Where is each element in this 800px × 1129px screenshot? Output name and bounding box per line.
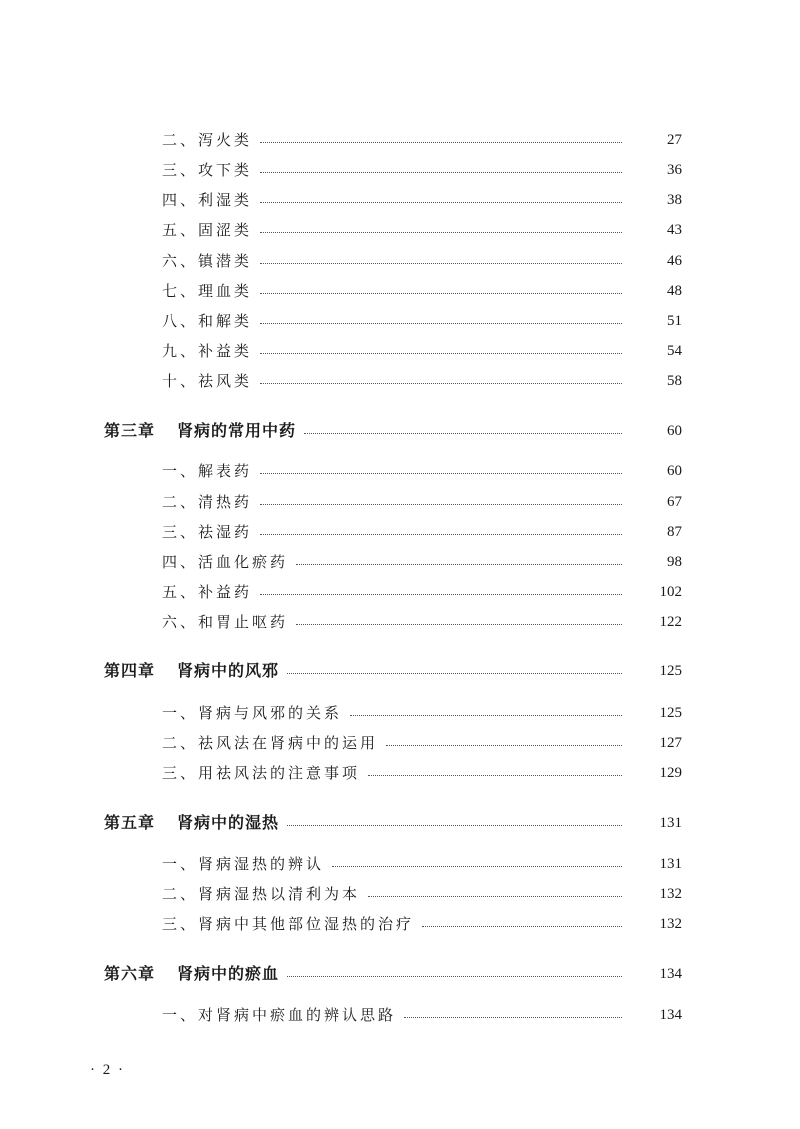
toc-page-number: 134: [659, 966, 682, 982]
section-title: 一、对肾病中瘀血的辨认思路: [162, 1006, 397, 1024]
toc-page-number: 134: [659, 1007, 682, 1023]
section-title: 一、解表药: [162, 462, 253, 480]
toc-page-number: 129: [659, 765, 682, 781]
toc-page-number: 36: [667, 162, 682, 178]
toc-section-entry[interactable]: [0, 339, 800, 363]
toc-page-number: 87: [667, 524, 682, 540]
toc-page-number: 131: [659, 815, 682, 831]
toc-section-entry[interactable]: [0, 520, 800, 544]
toc-section-entry[interactable]: [0, 158, 800, 182]
toc-section-entry[interactable]: [0, 912, 800, 936]
dot-leader: [260, 142, 622, 143]
toc-page-number: 60: [667, 463, 682, 479]
dot-leader: [296, 624, 622, 625]
dot-leader: [304, 433, 622, 434]
chapter-number: 第四章: [104, 661, 156, 680]
chapter-title: [104, 811, 279, 835]
section-title: 五、固涩类: [162, 221, 253, 239]
chapter-title: [104, 419, 296, 443]
chapter-name: 肾病中的湿热: [177, 813, 280, 832]
section-title: 一、肾病湿热的辨认: [162, 855, 325, 873]
toc-section-entry[interactable]: [0, 731, 800, 755]
section-title: 九、补益类: [162, 342, 253, 360]
toc-chapter-entry[interactable]: [0, 419, 800, 443]
toc-page-number: 132: [659, 886, 682, 902]
dot-leader: [332, 866, 622, 867]
toc-page-number: 127: [659, 735, 682, 751]
toc-section-entry[interactable]: [0, 580, 800, 604]
toc-section-entry[interactable]: [0, 550, 800, 574]
toc-page-number: 122: [659, 614, 682, 630]
toc-section-entry[interactable]: [0, 128, 800, 152]
chapter-title: [104, 962, 279, 986]
toc-chapter-entry[interactable]: [0, 659, 800, 683]
toc-page-number: 131: [659, 856, 682, 872]
toc-page-number: 27: [667, 132, 682, 148]
dot-leader: [260, 353, 622, 354]
chapter-number: 第五章: [104, 813, 156, 832]
section-title: 四、利湿类: [162, 191, 253, 209]
toc-section-entry[interactable]: [0, 279, 800, 303]
toc-page-number: 43: [667, 222, 682, 238]
dot-leader: [287, 673, 622, 674]
section-title: 十、祛风类: [162, 372, 253, 390]
toc-chapter-entry[interactable]: [0, 962, 800, 986]
chapter-name: 肾病的常用中药: [177, 421, 297, 440]
toc-page-number: 132: [659, 916, 682, 932]
dot-leader: [260, 504, 622, 505]
toc-page-number: 58: [667, 373, 682, 389]
chapter-title: [104, 659, 279, 683]
chapter-number: 第三章: [104, 421, 156, 440]
dot-leader: [260, 202, 622, 203]
section-title: 八、和解类: [162, 312, 253, 330]
toc-page-number: 67: [667, 494, 682, 510]
page-number: · 2 ·: [90, 1062, 125, 1078]
section-title: 二、祛风法在肾病中的运用: [162, 734, 379, 752]
toc-page-number: 46: [667, 253, 682, 269]
dot-leader: [260, 293, 622, 294]
section-title: 三、肾病中其他部位湿热的治疗: [162, 915, 415, 933]
dot-leader: [287, 976, 622, 977]
toc-section-entry[interactable]: [0, 459, 800, 483]
dot-leader: [422, 926, 622, 927]
dot-leader: [260, 172, 622, 173]
dot-leader: [296, 564, 622, 565]
section-title: 二、泻火类: [162, 131, 253, 149]
toc-section-entry[interactable]: [0, 1003, 800, 1027]
section-title: 一、肾病与风邪的关系: [162, 704, 343, 722]
dot-leader: [260, 473, 622, 474]
toc-section-entry[interactable]: [0, 309, 800, 333]
dot-leader: [260, 534, 622, 535]
toc-section-entry[interactable]: [0, 852, 800, 876]
toc-page-number: 125: [659, 663, 682, 679]
dot-leader: [260, 594, 622, 595]
toc-section-entry[interactable]: [0, 761, 800, 785]
section-title: 七、理血类: [162, 282, 253, 300]
toc-page-number: 125: [659, 705, 682, 721]
toc-section-entry[interactable]: [0, 882, 800, 906]
toc-chapter-entry[interactable]: [0, 811, 800, 835]
chapter-number: 第六章: [104, 964, 156, 983]
toc-section-entry[interactable]: [0, 490, 800, 514]
section-title: 二、肾病湿热以清利为本: [162, 885, 361, 903]
toc-page-number: 51: [667, 313, 682, 329]
dot-leader: [350, 715, 622, 716]
toc-section-entry[interactable]: [0, 188, 800, 212]
dot-leader: [260, 383, 622, 384]
dot-leader: [368, 775, 622, 776]
section-title: 六、镇潜类: [162, 252, 253, 270]
toc-page-number: 98: [667, 554, 682, 570]
section-title: 三、攻下类: [162, 161, 253, 179]
chapter-name: 肾病中的瘀血: [177, 964, 280, 983]
dot-leader: [260, 232, 622, 233]
section-title: 二、清热药: [162, 493, 253, 511]
dot-leader: [368, 896, 622, 897]
section-title: 五、补益药: [162, 583, 253, 601]
dot-leader: [287, 825, 622, 826]
dot-leader: [386, 745, 622, 746]
toc-page-number: 102: [659, 584, 682, 600]
section-title: 六、和胃止呕药: [162, 613, 289, 631]
toc-page-number: 60: [667, 423, 682, 439]
chapter-name: 肾病中的风邪: [177, 661, 280, 680]
toc-page-number: 48: [667, 283, 682, 299]
dot-leader: [404, 1017, 622, 1018]
toc-section-entry[interactable]: [0, 701, 800, 725]
toc-section-entry[interactable]: [0, 218, 800, 242]
dot-leader: [260, 323, 622, 324]
section-title: 四、活血化瘀药: [162, 553, 289, 571]
toc-page-number: 54: [667, 343, 682, 359]
dot-leader: [260, 263, 622, 264]
toc-section-entry[interactable]: [0, 369, 800, 393]
toc-section-entry[interactable]: [0, 249, 800, 273]
section-title: 三、用祛风法的注意事项: [162, 764, 361, 782]
toc-page-number: 38: [667, 192, 682, 208]
section-title: 三、祛湿药: [162, 523, 253, 541]
toc-section-entry[interactable]: [0, 610, 800, 634]
